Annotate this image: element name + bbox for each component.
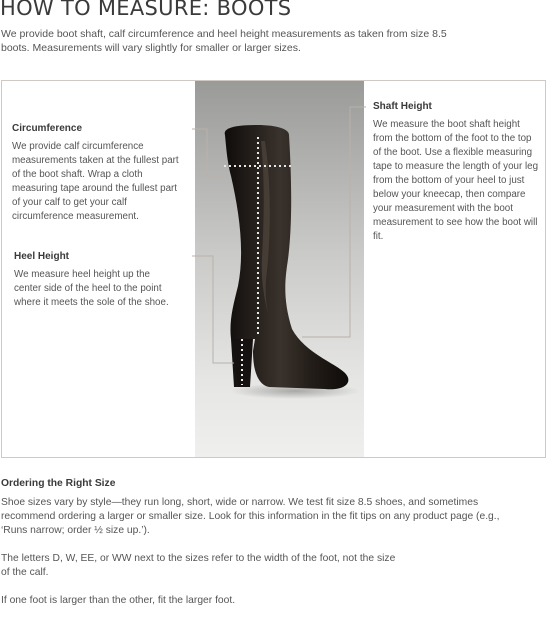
- heel-height-callout-line: [192, 256, 234, 363]
- ordering-paragraph: The letters D, W, EE, or WW next to the sizes refer to the width of the foot, not the size of the calf.: [1, 553, 396, 578]
- circumference-callout-line: [192, 129, 224, 177]
- shaft-height-note: [373, 100, 541, 244]
- shaft-height-heading: Shaft Height: [373, 101, 432, 112]
- intro-text: We provide boot shaft, calf circumference and heel height measurements as taken from size 8.5 boots. Measurements will vary slightly for smaller or larger sizes.: [1, 28, 447, 54]
- circumference-text: We provide calf circumference measurements taken at the fullest part of the boot shaft. Wrap a cloth measuring tape around the fullest part of your calf to get your calf circumference measurement.: [12, 141, 179, 222]
- heel-height-note: [14, 250, 174, 310]
- shaft-height-text: We measure the boot shaft height from the bottom of the foot to the top of the boot. Use a flexible measuring tape to measure the length of your leg from the bottom of your heel to just below your kneecap, then compare your measurement with the boot measurement to see how the boot will fit.: [373, 119, 539, 242]
- measurement-diagram-panel: [1, 80, 546, 458]
- ordering-paragraph: Shoe sizes vary by style—they run long, short, wide or narrow. We test fit size 8.5 shoes, and sometimes recommend ordering a larger or smaller size. Look for this information in the fit tips on any product page (e.g., ‘Runs narrow; order ½ size up.’).: [1, 497, 500, 536]
- ordering-section: [1, 477, 521, 622]
- heel-height-text: We measure heel height up the center side of the heel to the point where it meets the sole of the shoe.: [14, 269, 169, 308]
- circumference-note: [12, 122, 187, 224]
- page-title: HOW TO MEASURE: BOOTS: [0, 0, 292, 20]
- ordering-paragraph: If one foot is larger than the other, fit the larger foot.: [1, 595, 236, 606]
- circumference-heading: Circumference: [12, 123, 83, 134]
- shaft-height-callout-line: [302, 107, 366, 337]
- ordering-heading: Ordering the Right Size: [1, 478, 116, 489]
- heel-height-heading: Heel Height: [14, 251, 70, 262]
